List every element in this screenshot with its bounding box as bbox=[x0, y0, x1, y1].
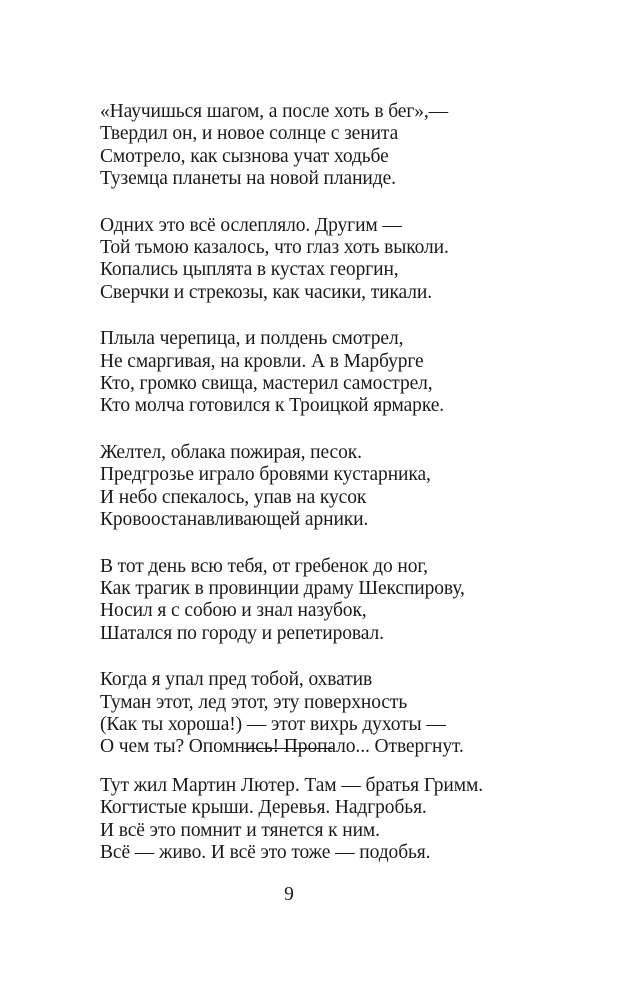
poem-section-one bbox=[100, 101, 570, 783]
verse-line: Когтистые крыши. Деревья. Надгробья. bbox=[100, 797, 427, 819]
verse-line: Кто молча готовился к Троицкой ярмарке. bbox=[100, 395, 445, 417]
stanza bbox=[100, 556, 570, 646]
stanza bbox=[100, 328, 570, 418]
verse-line: Всё — живо. И всё это тоже — подобья. bbox=[100, 842, 431, 864]
verse-line: Тут жил Мартин Лютер. Там — братья Гримм. bbox=[100, 775, 484, 796]
stanza bbox=[100, 101, 570, 191]
poem-section-two bbox=[100, 775, 570, 889]
verse-line: Как трагик в провинции драму Шекспирову, bbox=[100, 577, 465, 599]
verse-line: Смотрело, как сызнова учат ходьбе bbox=[100, 145, 389, 167]
verse-line: Желтел, облака пожирая, песок. bbox=[100, 441, 362, 463]
verse-line: Одних это всё ослепляло. Другим — bbox=[100, 214, 402, 236]
stanza bbox=[100, 775, 570, 865]
verse-line: Туман этот, лед этот, эту поверхность bbox=[100, 691, 408, 713]
verse-line: Не смаргивая, на кровли. А в Марбурге bbox=[100, 350, 424, 372]
page-number: 9 bbox=[284, 884, 294, 905]
verse-line: Туземца планеты на новой планиде. bbox=[100, 168, 396, 190]
verse-line: Твердил он, и новое солнце с зенита bbox=[100, 123, 399, 145]
verse-line: Шатался по городу и репетировал. bbox=[100, 622, 384, 644]
verse-line: (Как ты хороша!) — этот вихрь духоты — bbox=[100, 713, 446, 735]
section-divider bbox=[244, 748, 334, 749]
verse-line: Копались цыплята в кустах георгин, bbox=[100, 259, 399, 281]
verse-line: «Научишься шагом, а после хоть в бег»,— bbox=[100, 101, 449, 122]
verse-line: Когда я упал пред тобой, охватив bbox=[100, 669, 373, 691]
verse-line: И небо спекалось, упав на кусок bbox=[100, 486, 367, 508]
verse-line: И всё это помнит и тянется к ним. bbox=[100, 819, 380, 841]
verse-line: Предгрозье играло бровями кустарника, bbox=[100, 464, 431, 486]
verse-line: В тот день всю тебя, от гребенок до ног, bbox=[100, 555, 428, 577]
verse-line: Сверчки и стрекозы, как часики, тикали. bbox=[100, 281, 433, 303]
verse-line: Кровоостанавливающей арники. bbox=[100, 509, 369, 531]
verse-line: Кто, громко свища, мастерил самострел, bbox=[100, 373, 433, 395]
stanza bbox=[100, 669, 570, 759]
stanza bbox=[100, 442, 570, 532]
verse-line: О чем ты? Опомнись! Пропало... Отвергнут. bbox=[100, 736, 464, 758]
verse-line: Плыла черепица, и полдень смотрел, bbox=[100, 328, 404, 350]
stanza bbox=[100, 215, 570, 305]
verse-line: Той тьмою казалось, что глаз хоть выколи. bbox=[100, 237, 449, 259]
verse-line: Носил я с собою и знал назубок, bbox=[100, 600, 367, 622]
